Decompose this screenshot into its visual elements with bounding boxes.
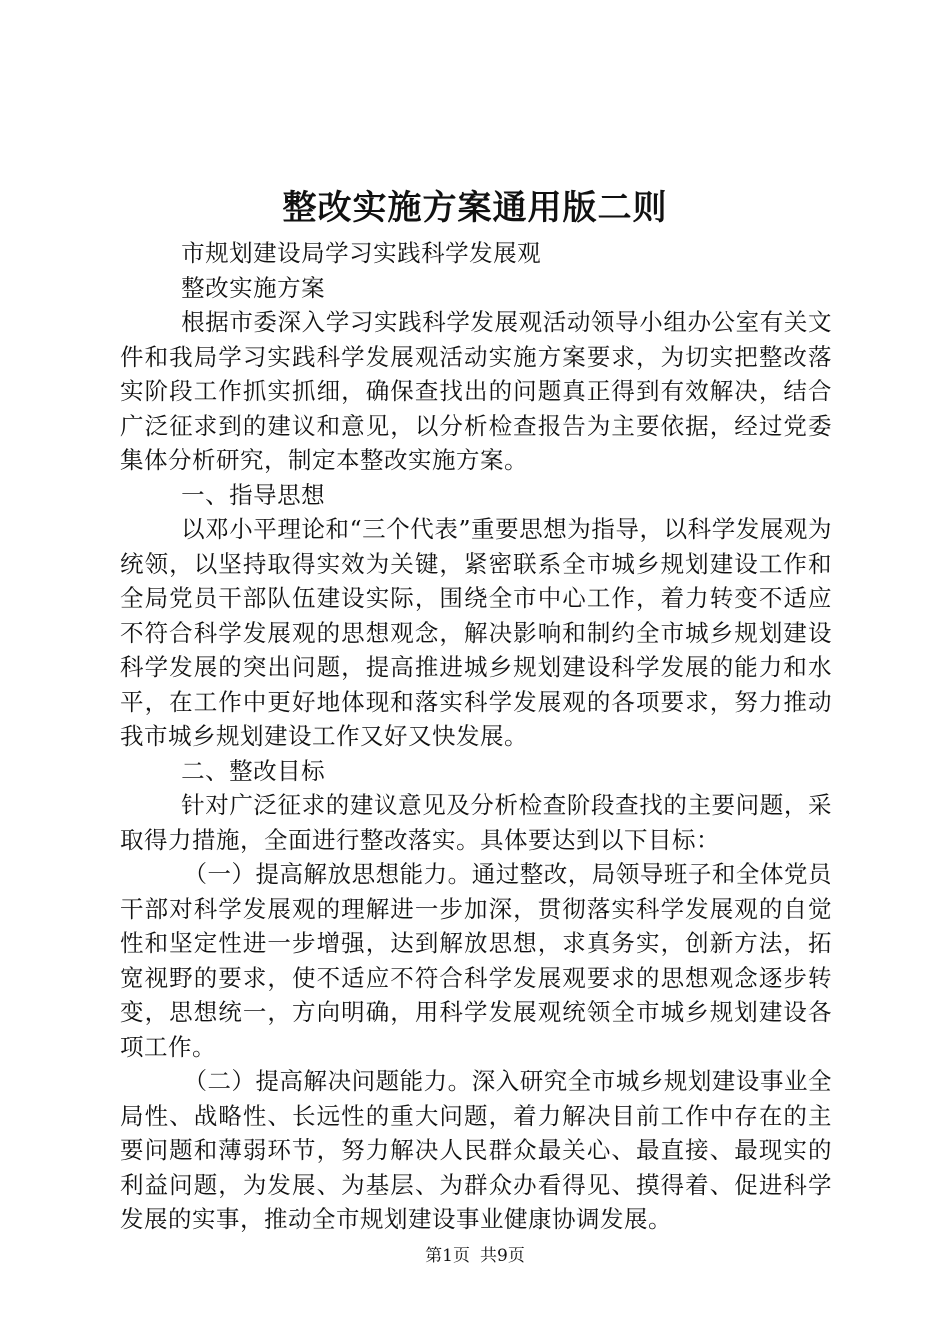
- page-number-current: 第1页: [425, 1246, 470, 1266]
- document-body: [120, 236, 832, 1237]
- document-title: 整改实施方案通用版二则: [282, 188, 668, 228]
- paragraph-goals-intro: 针对广泛征求的建议意见及分析检查阶段查找的主要问题，采取得力措施，全面进行整改落实。具体要达到以下目标：: [120, 791, 832, 854]
- heading-rectification-goals: 二、整改目标: [181, 756, 326, 785]
- page-number-total: 共9页: [480, 1246, 525, 1266]
- paragraph-intro: 根据市委深入学习实践科学发展观活动领导小组办公室有关文件和我局学习实践科学发展观活动实施方案要求，为切实把整改落实阶段工作抓实抓细，确保查找出的问题真正得到有效解决，结合广泛征求到的建议和意见，以分析检查报告为主要依据，经过党委集体分析研究，制定本整改实施方案。: [120, 308, 832, 474]
- paragraph-subtitle-2: 整改实施方案: [181, 273, 326, 302]
- paragraph-goal-2: （二）提高解决问题能力。深入研究全市城乡规划建设事业全局性、战略性、长远性的重大问题，着力解决目前工作中存在的主要问题和薄弱环节，努力解决人民群众最关心、最直接、最现实的利益问题，为发展、为基层、为群众办看得见、摸得着、促进科学发展的实事，推动全市规划建设事业健康协调发展。: [120, 1067, 832, 1233]
- paragraph-goal-1: （一）提高解放思想能力。通过整改，局领导班子和全体党员干部对科学发展观的理解进一步加深，贯彻落实科学发展观的自觉性和坚定性进一步增强，达到解放思想，求真务实，创新方法，拓宽视野的要求，使不适应不符合科学发展观要求的思想观念逐步转变，思想统一，方向明确，用科学发展观统领全市城乡规划建设各项工作。: [120, 860, 832, 1061]
- page-footer: [0, 1244, 950, 1268]
- paragraph-subtitle-1: 市规划建设局学习实践科学发展观: [181, 239, 542, 267]
- paragraph-guiding-thought: 以邓小平理论和“三个代表”重要思想为指导，以科学发展观为统领，以坚持取得实效为关键，紧密联系全市城乡规划建设工作和全局党员干部队伍建设实际，围绕全市中心工作，着力转变不适应不符合科学发展观的思想观念，解决影响和制约全市城乡规划建设科学发展的突出问题，提高推进城乡规划建设科学发展的能力和水平，在工作中更好地体现和落实科学发展观的各项要求，努力推动我市城乡规划建设工作又好又快发展。: [120, 515, 832, 750]
- heading-guiding-thought: 一、指导思想: [181, 480, 326, 509]
